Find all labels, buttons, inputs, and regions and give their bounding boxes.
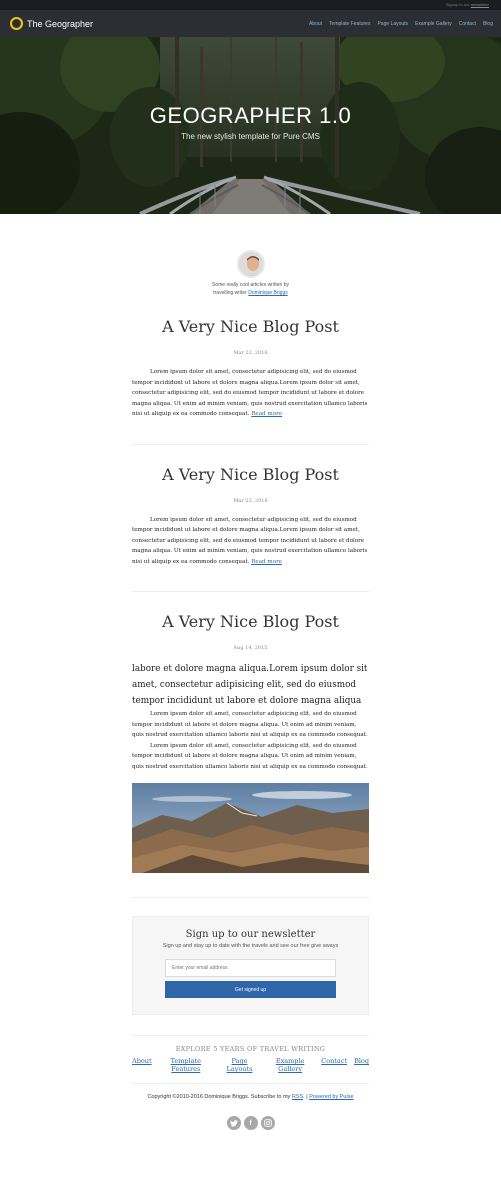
post-lead-text: labore et dolore magna aliqua.Lorem ipsum dolor sit amet, consectetur adipisicing elit, sed do eiusmod tempor incididunt ut labore et dolore magna aliqua [132,664,368,706]
copyright-text: Copyright ©2010-2016 Dominique Briggs. Subscribe to my [147,1094,291,1100]
rss-link[interactable]: RSS [291,1094,304,1100]
brand-name: The Geographer [27,18,94,29]
post-excerpt-text: Lorem ipsum dolor sit amet, consectetur adipisicing elit, sed do eiusmod tempor incididunt ut labore et dolore magna aliqua.Lorem ipsum dolor sit amet, consectetur adipisicing elit, sed do eiusmod tempor incididunt ut labore et dolore magna aliqua. Ut enim ad minim veniam, quis nostrud exercitation ullamco laboris nisi ut aliquip ex ea commodo consequat. [132,369,368,417]
author-name-link[interactable]: Dominique Briggs [248,290,288,296]
newsletter-box [132,916,369,1015]
post-excerpt-text: Lorem ipsum dolor sit amet, consectetur adipisicing elit, sed do eiusmod tempor incididunt ut labore et dolore magna aliqua.Lorem ipsum dolor sit amet, consectetur adipisicing elit, sed do eiusmod tempor incididunt ut labore et dolore magna aliqua. Ut enim ad minim veniam, quis nostrud exercitation ullamco laboris nisi ut aliquip ex ea commodo consequat. [132,516,368,565]
nav-item-contact[interactable]: Contact [458,20,476,27]
social-links [132,1116,369,1130]
read-more-link[interactable]: Read more [251,411,283,417]
blog-content [132,297,369,1130]
twitter-icon[interactable] [227,1116,241,1130]
author-intro [0,250,501,297]
author-line-1: Some really cool articles written by [212,282,289,288]
navbar [0,10,501,37]
footer-link-example-gallery[interactable]: Example Gallery [275,1057,305,1073]
hero-title: GEOGRAPHER 1.0 [149,103,352,128]
footer-link-blog[interactable]: Blog [354,1057,369,1065]
post-excerpt [132,515,369,568]
avatar-portrait-icon [239,252,265,278]
hero-text [0,103,501,141]
footer-link-template-features[interactable]: Template Features [170,1057,202,1073]
top-strip [0,0,501,10]
post-mountain-image [132,783,369,873]
post-excerpt [132,367,369,420]
footer-link-page-layouts[interactable]: Page Layouts [226,1057,253,1073]
post-title[interactable]: A Very Nice Blog Post [162,317,339,336]
nav-item-about[interactable]: About [308,20,323,27]
facebook-icon[interactable]: f [244,1116,258,1130]
powered-by-link[interactable]: Powered by Pulse [309,1094,354,1100]
nav-item-example-gallery[interactable]: Example Gallery [415,20,452,27]
post-date: Mar 22, 2016 [233,497,268,504]
post-title[interactable]: A Very Nice Blog Post [162,464,339,484]
nav-item-page-layouts[interactable]: Page Layouts [377,20,409,27]
newsletter-title: Sign up to our newsletter [185,929,316,940]
brand-logo-icon [10,17,23,30]
blog-post [132,297,369,445]
author-line-2-prefix: travelling writer [213,290,247,296]
post-date: Aug 14, 2015 [233,645,268,651]
signup-prefix: Signup to our [445,2,470,7]
get-signed-up-button[interactable]: Get signed up [165,981,336,998]
nav-item-template-features[interactable]: Template Features [329,20,371,27]
copyright [132,1083,369,1100]
blog-post [132,445,369,593]
author-line-2 [0,289,501,297]
post-paragraph: Lorem ipsum dolor sit amet, consectetur adipisicing elit, sed do eiusmod tempor incididunt ut labore et dolore magna aliqua. Ut enim ad minim veniam, quis nostrud exercitation ullamco laboris nisi ut aliquip ex ea commodo consequat. [132,711,368,738]
footer-link-contact[interactable]: Contact [321,1057,348,1065]
footer-link-about[interactable]: About [132,1057,152,1065]
explore-title: EXPLORE 5 YEARS OF TRAVEL WRITING [175,1045,326,1053]
brand-link[interactable] [10,17,93,30]
hero-banner [0,37,501,214]
newsletter-subtitle: Sign up and stay up to date with the travels and see our free give aways [162,943,339,949]
copyright-separator: | [306,1094,308,1100]
post-title[interactable]: A Very Nice Blog Post [162,612,339,631]
main-nav [309,21,493,27]
footer-explore [132,1035,369,1073]
footer-nav [132,1057,369,1073]
nav-item-blog[interactable]: Blog [482,20,493,27]
author-caption [0,281,501,297]
copyright-period: . [303,1094,305,1100]
email-input[interactable] [165,959,336,977]
blog-post [132,592,369,898]
read-more-link[interactable]: Read more [251,558,283,565]
avatar [237,250,265,278]
instagram-icon[interactable] [261,1116,275,1130]
newsletter-top-link[interactable]: newsletter [470,2,489,7]
post-date: Mar 22, 2016 [233,350,268,356]
post-paragraph: Lorem ipsum dolor sit amet, consectetur adipisicing elit, sed do eiusmod tempor incididunt ut labore et dolore magna aliqua. Ut enim ad minim veniam, quis nostrud exercitation ullamco laboris nisi ut aliquip ex ea commodo consequat. [132,742,368,770]
hero-subtitle: The new stylish template for Pure CMS [181,132,320,141]
